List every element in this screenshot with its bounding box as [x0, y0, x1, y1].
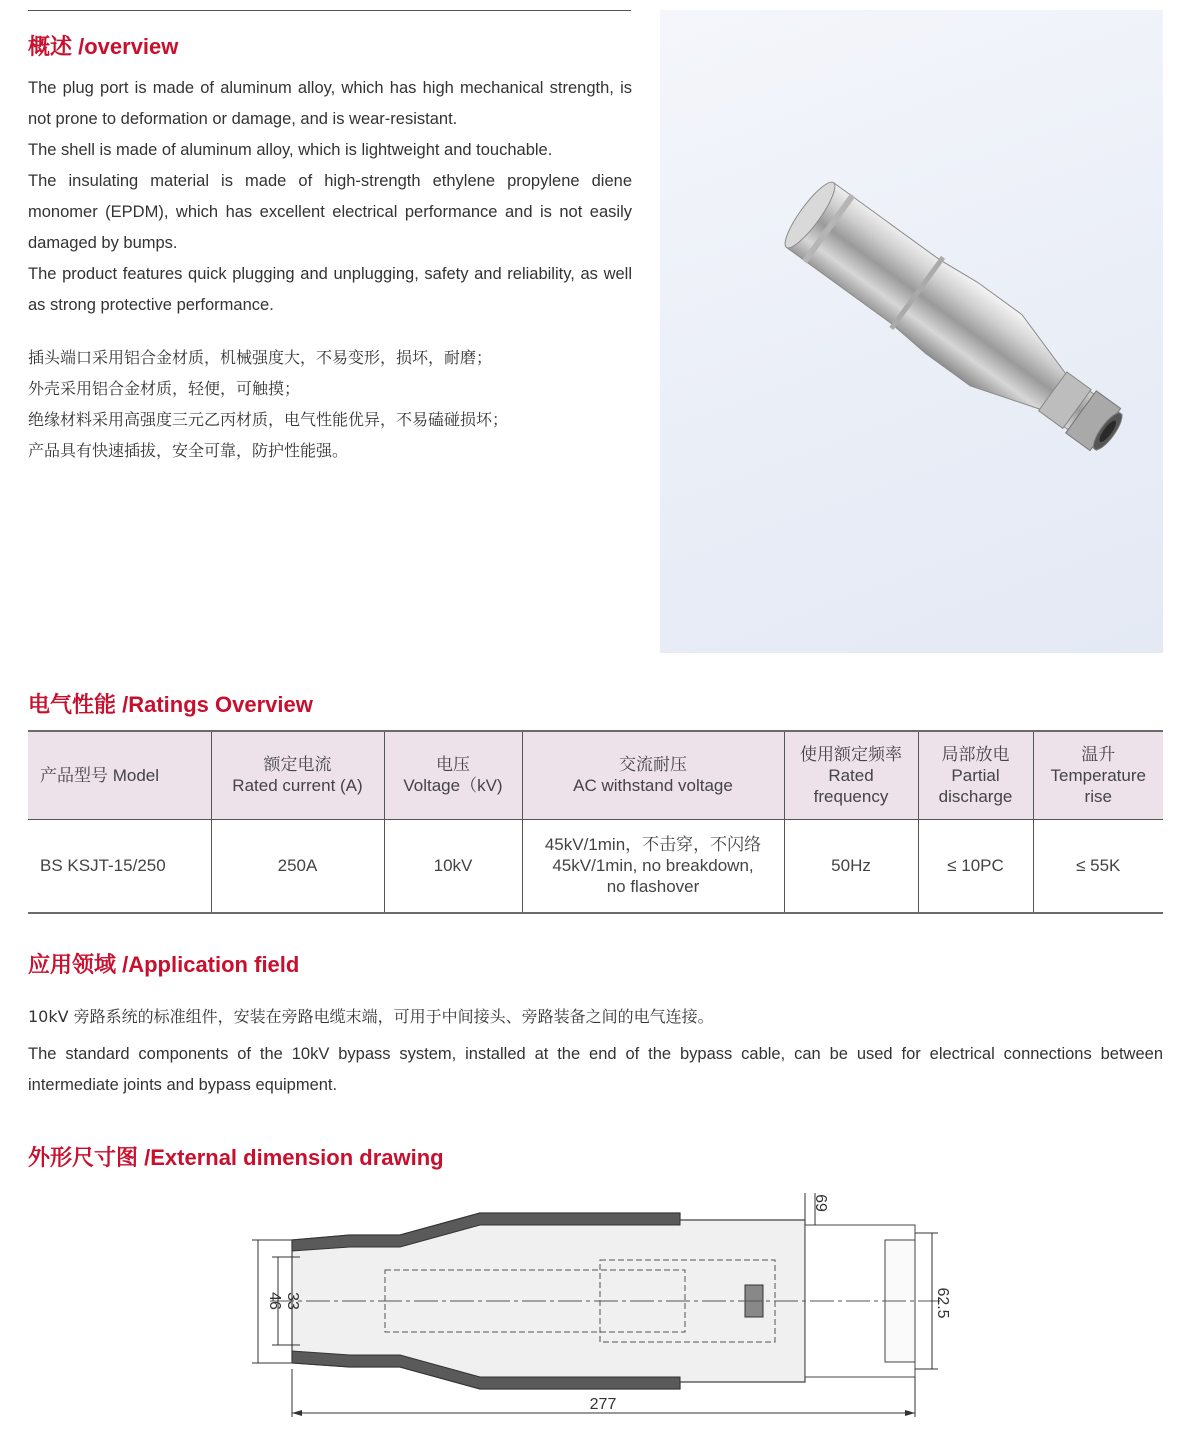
overview-cn-line: 外壳采用铝合金材质，轻便，可触摸；: [28, 379, 301, 398]
overview-chinese-text: [28, 342, 632, 466]
dim-69-label: 69: [812, 1194, 829, 1212]
application-heading: 应用领域 /Application field: [28, 952, 300, 977]
overview-en-paragraph: The product features quick plugging and unplugging, safety and reliability, as well as strong protective performance.: [28, 265, 632, 314]
overview-en-paragraph: The shell is made of aluminum alloy, which is lightweight and touchable.: [28, 141, 553, 159]
dim-277-label: 277: [589, 1396, 617, 1413]
overview-english-text: [28, 73, 632, 321]
cell-rated-current: 250A: [211, 819, 384, 913]
dimension-drawing: [240, 1185, 960, 1425]
overview-cn-line: 绝缘材料采用高强度三元乙丙材质，电气性能优异，不易磕碰损坏；: [28, 410, 509, 429]
overview-en-paragraph: The insulating material is made of high-strength ethylene propylene diene monomer (EPDM), which has excellent electrical performance and is not easily damaged by bumps.: [28, 172, 632, 252]
application-chinese-text: 10kV 旁路系统的标准组件，安装在旁路电缆末端，可用于中间接头、旁路装备之间的电气连接。: [28, 1007, 714, 1026]
cell-temperature-rise: ≤ 55K: [1033, 819, 1163, 913]
table-row: [28, 819, 1163, 913]
ratings-table: [28, 730, 1163, 914]
plug-connector-image: [660, 10, 1163, 653]
dim-46-label: 46: [266, 1292, 283, 1310]
header-partial-discharge: 局部放电 Partial discharge: [918, 731, 1033, 819]
cell-frequency: 50Hz: [784, 819, 918, 913]
product-photo: [660, 10, 1163, 653]
cell-model: BS KSJT-15/250: [40, 856, 166, 876]
ratings-heading: 电气性能 /Ratings Overview: [28, 692, 313, 717]
overview-cn-line: 插头端口采用铝合金材质，机械强度大，不易变形，损坏，耐磨；: [28, 348, 493, 367]
cell-voltage: 10kV: [384, 819, 522, 913]
application-english-text: The standard components of the 10kV bypass system, installed at the end of the bypass cable, can be used for electrical connections between intermediate joints and bypass equipment.: [28, 1045, 1163, 1094]
header-rated-current: 额定电流 Rated current (A): [211, 731, 384, 819]
overview-cn-line: 产品具有快速插拔，安全可靠，防护性能强。: [28, 441, 349, 460]
header-voltage: 电压 Voltage（kV): [384, 731, 522, 819]
overview-heading: 概述 /overview: [28, 34, 179, 59]
header-temperature-rise: 温升 Temperature rise: [1033, 731, 1163, 819]
overview-en-paragraph: The plug port is made of aluminum alloy, which has high mechanical strength, is not prone to deformation or damage, and is wear-resistant.: [28, 79, 632, 128]
header-model: 产品型号 Model: [40, 765, 160, 785]
dim-62-5-label: 62.5: [934, 1287, 951, 1319]
table-header-row: [28, 731, 1163, 819]
drawing-heading: 外形尺寸图 /External dimension drawing: [28, 1145, 444, 1170]
top-divider: [28, 10, 631, 11]
header-frequency: 使用额定频率 Rated frequency: [784, 731, 918, 819]
dim-33-label: 33: [284, 1292, 301, 1310]
header-ac-withstand: 交流耐压 AC withstand voltage: [522, 731, 784, 819]
cell-partial-discharge: ≤ 10PC: [918, 819, 1033, 913]
cell-ac-withstand: 45kV/1min，不击穿，不闪络 45kV/1min, no breakdown, no flashover: [522, 819, 784, 913]
